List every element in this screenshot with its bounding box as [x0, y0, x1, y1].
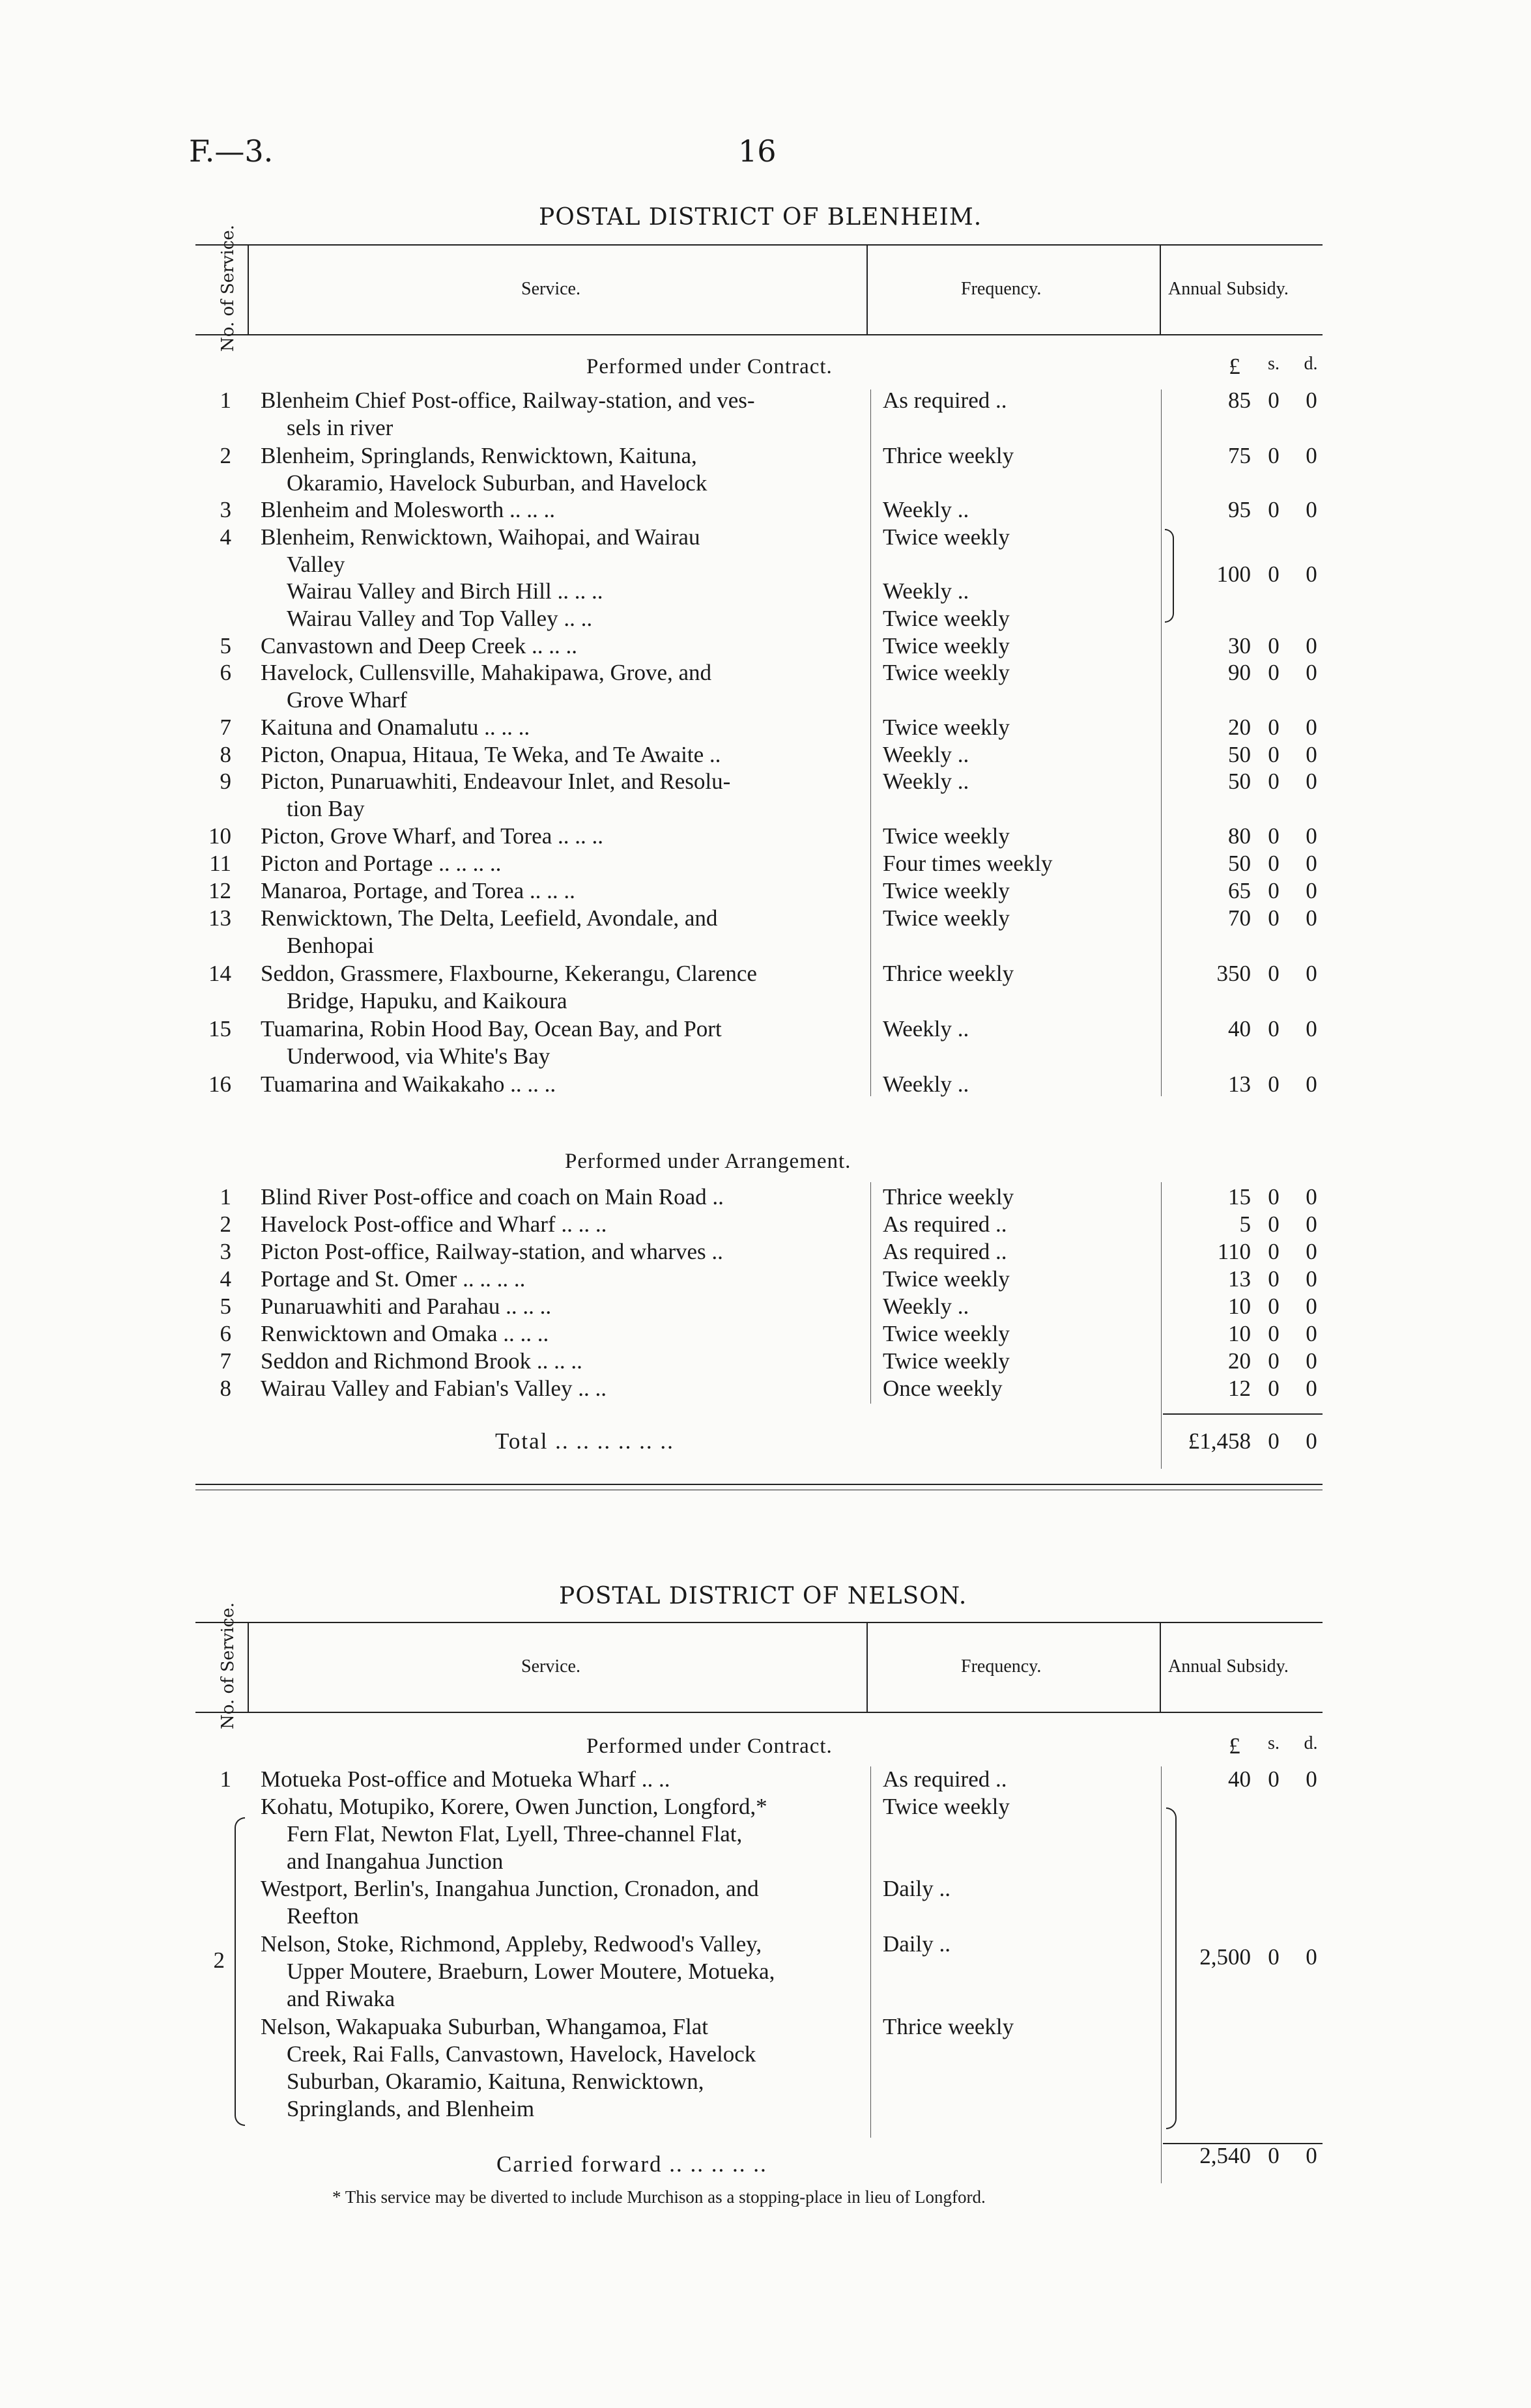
subsidy-shillings: 0	[1268, 1321, 1280, 1346]
frequency-value: As required ..	[883, 388, 1007, 413]
subheading-contract: Performed under Contract.	[586, 355, 833, 378]
unit-shillings: s.	[1268, 1733, 1280, 1753]
service-description: and Inangahua Junction	[287, 1848, 504, 1874]
subsidy-pounds: 90	[1228, 660, 1251, 685]
row-number: 2	[213, 1948, 225, 1973]
carried-pence: 0	[1306, 2143, 1317, 2168]
total-rule	[1163, 1413, 1323, 1415]
section-end-rule	[195, 1484, 1323, 1485]
table-top-rule	[195, 244, 1323, 246]
row-number: 8	[220, 742, 231, 767]
service-description: Picton Post-office, Railway-station, and wharves ..	[261, 1239, 723, 1264]
row-number: 6	[220, 660, 231, 685]
subheading-contract: Performed under Contract.	[586, 1735, 833, 1758]
column-divider	[248, 244, 249, 335]
subsidy-pounds: 15	[1228, 1184, 1251, 1210]
row-number: 5	[220, 633, 231, 659]
col-header-subsidy: Annual Subsidy.	[1168, 279, 1289, 299]
service-description: Suburban, Okaramio, Kaituna, Renwicktown,	[287, 2069, 704, 2094]
service-description: Blenheim, Springlands, Renwicktown, Kaituna,	[261, 443, 697, 468]
row-number: 11	[209, 851, 231, 876]
col-header-service: Service.	[521, 279, 580, 299]
table-header-rule	[195, 334, 1323, 335]
total-pounds: £1,458	[1188, 1428, 1251, 1454]
frequency-value: Twice weekly	[883, 633, 1010, 659]
unit-pence: d.	[1304, 354, 1318, 374]
row-number: 2	[220, 1211, 231, 1237]
frequency-value: Twice weekly	[883, 1266, 1010, 1292]
subsidy-pounds: 80	[1228, 823, 1251, 849]
service-description: Picton, Grove Wharf, and Torea .. .. ..	[261, 823, 603, 849]
service-description: Springlands, and Blenheim	[287, 2096, 535, 2121]
subsidy-pounds: 10	[1228, 1321, 1251, 1346]
row-number: 15	[208, 1016, 231, 1041]
footnote: * This service may be diverted to include Murchison as a stopping-place in lieu of Longford.	[332, 2187, 986, 2207]
subsidy-pence: 0	[1306, 1266, 1317, 1292]
subsidy-shillings: 0	[1268, 1211, 1280, 1237]
frequency-column-rule	[870, 390, 871, 1096]
frequency-value: Weekly ..	[883, 1071, 969, 1097]
row-number: 3	[220, 1239, 231, 1264]
row-number: 13	[208, 905, 231, 931]
row-number: 3	[220, 497, 231, 522]
subsidy-pence: 0	[1306, 1239, 1317, 1264]
row-number: 4	[220, 524, 231, 550]
frequency-value: Twice weekly	[883, 715, 1010, 740]
service-description: Renwicktown and Omaka .. .. ..	[261, 1321, 549, 1346]
frequency-value: As required ..	[883, 1766, 1007, 1792]
subsidy-shillings: 0	[1268, 561, 1280, 587]
subsidy-pounds: 110	[1217, 1239, 1251, 1264]
subsidy-pence: 0	[1306, 1321, 1317, 1346]
service-description: Tuamarina, Robin Hood Bay, Ocean Bay, and Port	[261, 1016, 722, 1041]
frequency-value: Weekly ..	[883, 1294, 969, 1319]
subsidy-pence: 0	[1306, 497, 1317, 522]
total-shillings: 0	[1268, 1428, 1280, 1454]
section-title-blenheim: POSTAL DISTRICT OF BLENHEIM.	[539, 204, 982, 231]
frequency-value: Twice weekly	[883, 823, 1010, 849]
subsidy-pence: 0	[1306, 1766, 1317, 1792]
row-number: 2	[220, 443, 231, 468]
subsidy-shillings: 0	[1268, 905, 1280, 931]
table-top-rule	[195, 1622, 1323, 1623]
subsidy-pence: 0	[1306, 1944, 1317, 1970]
row-number: 14	[208, 961, 231, 986]
service-description: Kohatu, Motupiko, Korere, Owen Junction, Longford,*	[261, 1794, 767, 1819]
frequency-value: Twice weekly	[883, 606, 1010, 631]
service-description: Blenheim Chief Post-office, Railway-station, and ves-	[261, 388, 755, 413]
total-label: Total .. .. .. .. .. ..	[495, 1428, 674, 1454]
service-description: Picton, Punaruawhiti, Endeavour Inlet, and Resolu-	[261, 769, 731, 794]
grouping-brace	[1166, 1807, 1177, 2129]
section-title-nelson: POSTAL DISTRICT OF NELSON.	[559, 1583, 967, 1609]
subsidy-pounds: 50	[1228, 851, 1251, 876]
frequency-value: Twice weekly	[883, 1348, 1010, 1374]
frequency-value: Weekly ..	[883, 742, 969, 767]
frequency-value: Daily ..	[883, 1931, 951, 1957]
service-description: Westport, Berlin's, Inangahua Junction, Cronadon, and	[261, 1876, 759, 1901]
row-number: 8	[220, 1376, 231, 1401]
subsidy-pounds: 12	[1228, 1376, 1251, 1401]
service-description: Picton, Onapua, Hitaua, Te Weka, and Te Awaite ..	[261, 742, 721, 767]
col-header-subsidy: Annual Subsidy.	[1168, 1656, 1289, 1677]
row-number: 1	[220, 1184, 231, 1210]
document-reference: F.—3.	[189, 134, 274, 169]
subsidy-pence: 0	[1306, 878, 1317, 903]
subsidy-pence: 0	[1306, 715, 1317, 740]
row-number: 12	[208, 878, 231, 903]
subsidy-pence: 0	[1306, 1348, 1317, 1374]
service-description: Punaruawhiti and Parahau .. .. ..	[261, 1294, 552, 1319]
grouping-brace	[235, 1817, 245, 2126]
service-description: Havelock Post-office and Wharf .. .. ..	[261, 1211, 607, 1237]
frequency-value: Twice weekly	[883, 1321, 1010, 1346]
subsidy-shillings: 0	[1268, 1944, 1280, 1970]
subsidy-column-rule	[1161, 390, 1162, 1096]
subsidy-column-rule	[1161, 1182, 1162, 1469]
frequency-value: Four times weekly	[883, 851, 1053, 876]
service-description: Reefton	[287, 1903, 359, 1929]
subsidy-pounds: 40	[1228, 1016, 1251, 1041]
subsidy-pence: 0	[1306, 1071, 1317, 1097]
subsidy-shillings: 0	[1268, 1071, 1280, 1097]
unit-pounds: £	[1229, 1733, 1240, 1759]
total-pence: 0	[1306, 1428, 1317, 1454]
service-description: Tuamarina and Waikakaho .. .. ..	[261, 1071, 556, 1097]
col-header-no: No. of Service.	[218, 225, 238, 352]
row-number: 5	[220, 1294, 231, 1319]
subsidy-pence: 0	[1306, 851, 1317, 876]
row-number: 9	[220, 769, 231, 794]
frequency-column-rule	[870, 1766, 871, 2138]
carried-forward-label: Carried forward .. .. .. .. ..	[496, 2151, 767, 2177]
frequency-value: As required ..	[883, 1211, 1007, 1237]
frequency-column-rule	[870, 1182, 871, 1404]
service-description: Okaramio, Havelock Suburban, and Havelock	[287, 470, 708, 496]
column-divider	[1160, 1622, 1161, 1713]
row-number: 7	[220, 1348, 231, 1374]
frequency-value: Twice weekly	[883, 1794, 1010, 1819]
subsidy-pounds: 20	[1228, 1348, 1251, 1374]
column-divider	[248, 1622, 249, 1713]
row-number: 10	[208, 823, 231, 849]
subsidy-pounds: 350	[1216, 961, 1251, 986]
col-header-frequency: Frequency.	[961, 1656, 1042, 1677]
frequency-value: Thrice weekly	[883, 2014, 1014, 2039]
frequency-value: Weekly ..	[883, 497, 969, 522]
subsidy-shillings: 0	[1268, 1766, 1280, 1792]
subsidy-shillings: 0	[1268, 497, 1280, 522]
row-number: 16	[208, 1071, 231, 1097]
service-description: Wairau Valley and Fabian's Valley .. ..	[261, 1376, 607, 1401]
subsidy-pounds: 85	[1228, 388, 1251, 413]
unit-shillings: s.	[1268, 354, 1280, 374]
service-description: Upper Moutere, Braeburn, Lower Moutere, Motueka,	[287, 1959, 775, 1984]
subsidy-pounds: 5	[1239, 1211, 1251, 1237]
subsidy-shillings: 0	[1268, 1294, 1280, 1319]
service-description: Picton and Portage .. .. .. ..	[261, 851, 502, 876]
carried-pounds: 2,540	[1199, 2143, 1251, 2168]
row-number: 6	[220, 1321, 231, 1346]
subsidy-pounds: 13	[1228, 1266, 1251, 1292]
service-description: and Riwaka	[287, 1986, 395, 2011]
frequency-value: Twice weekly	[883, 660, 1010, 685]
subsidy-pounds: 10	[1228, 1294, 1251, 1319]
frequency-value: Twice weekly	[883, 905, 1010, 931]
subsidy-pence: 0	[1306, 660, 1317, 685]
service-description: Seddon and Richmond Brook .. .. ..	[261, 1348, 582, 1374]
row-number: 7	[220, 715, 231, 740]
column-divider	[1160, 244, 1161, 335]
frequency-value: Thrice weekly	[883, 1184, 1014, 1210]
col-header-frequency: Frequency.	[961, 279, 1042, 299]
service-description: Seddon, Grassmere, Flaxbourne, Kekerangu, Clarence	[261, 961, 757, 986]
row-number: 1	[220, 1766, 231, 1792]
subsidy-shillings: 0	[1268, 961, 1280, 986]
subsidy-pence: 0	[1306, 561, 1317, 587]
subsidy-pounds: 95	[1228, 497, 1251, 522]
carried-shillings: 0	[1268, 2143, 1280, 2168]
subsidy-column-rule	[1161, 1766, 1162, 2183]
subsidy-shillings: 0	[1268, 1184, 1280, 1210]
service-description: Kaituna and Onamalutu .. .. ..	[261, 715, 530, 740]
frequency-value: Once weekly	[883, 1376, 1003, 1401]
subsidy-pence: 0	[1306, 961, 1317, 986]
subsidy-pence: 0	[1306, 1211, 1317, 1237]
service-description: Canvastown and Deep Creek .. .. ..	[261, 633, 577, 659]
subsidy-pounds: 30	[1228, 633, 1251, 659]
subsidy-pounds: 13	[1228, 1071, 1251, 1097]
subsidy-pence: 0	[1306, 633, 1317, 659]
subsidy-shillings: 0	[1268, 1266, 1280, 1292]
column-divider	[866, 244, 868, 335]
service-description: Creek, Rai Falls, Canvastown, Havelock, Havelock	[287, 2041, 756, 2067]
frequency-value: Weekly ..	[883, 769, 969, 794]
service-description: Blenheim, Renwicktown, Waihopai, and Wairau	[261, 524, 700, 550]
service-description: Grove Wharf	[287, 687, 407, 713]
table-header-rule	[195, 1712, 1323, 1713]
service-description: Wairau Valley and Top Valley .. ..	[287, 606, 593, 631]
frequency-value: Twice weekly	[883, 878, 1010, 903]
frequency-value: Twice weekly	[883, 524, 1010, 550]
subsidy-shillings: 0	[1268, 769, 1280, 794]
service-description: Manaroa, Portage, and Torea .. .. ..	[261, 878, 575, 903]
subsidy-pounds: 70	[1228, 905, 1251, 931]
column-divider	[866, 1622, 868, 1713]
frequency-value: Daily ..	[883, 1876, 951, 1901]
subsidy-pence: 0	[1306, 443, 1317, 468]
row-number: 1	[220, 388, 231, 413]
subsidy-pounds: 65	[1228, 878, 1251, 903]
frequency-value: As required ..	[883, 1239, 1007, 1264]
subsidy-pounds: 20	[1228, 715, 1251, 740]
service-description: Motueka Post-office and Motueka Wharf .. ..	[261, 1766, 670, 1792]
subsidy-pence: 0	[1306, 823, 1317, 849]
subsidy-shillings: 0	[1268, 742, 1280, 767]
unit-pence: d.	[1304, 1733, 1318, 1753]
subsidy-pence: 0	[1306, 769, 1317, 794]
service-description: Havelock, Cullensville, Mahakipawa, Grove, and	[261, 660, 712, 685]
subsidy-pounds: 50	[1228, 769, 1251, 794]
subsidy-shillings: 0	[1268, 633, 1280, 659]
subsidy-pounds: 100	[1216, 561, 1251, 587]
row-number: 4	[220, 1266, 231, 1292]
subsidy-pence: 0	[1306, 1294, 1317, 1319]
page-number: 16	[738, 134, 777, 169]
frequency-value: Weekly ..	[883, 578, 969, 604]
service-description: Underwood, via White's Bay	[287, 1043, 551, 1069]
subsidy-shillings: 0	[1268, 1239, 1280, 1264]
service-description: Nelson, Stoke, Richmond, Appleby, Redwood's Valley,	[261, 1931, 762, 1957]
service-description: tion Bay	[287, 796, 365, 821]
service-description: sels in river	[287, 415, 393, 440]
service-description: Blind River Post-office and coach on Main Road ..	[261, 1184, 724, 1210]
subsidy-shillings: 0	[1268, 388, 1280, 413]
service-description: Portage and St. Omer .. .. .. ..	[261, 1266, 526, 1292]
col-header-service: Service.	[521, 1656, 580, 1677]
subsidy-pence: 0	[1306, 1184, 1317, 1210]
subsidy-shillings: 0	[1268, 1016, 1280, 1041]
service-description: Fern Flat, Newton Flat, Lyell, Three-channel Flat,	[287, 1821, 743, 1847]
subsidy-shillings: 0	[1268, 443, 1280, 468]
frequency-value: Weekly ..	[883, 1016, 969, 1041]
service-description: Nelson, Wakapuaka Suburban, Whangamoa, Flat	[261, 2014, 708, 2039]
subsidy-shillings: 0	[1268, 851, 1280, 876]
service-description: Valley	[287, 552, 345, 577]
service-description: Bridge, Hapuku, and Kaikoura	[287, 988, 567, 1013]
subsidy-shillings: 0	[1268, 660, 1280, 685]
subsidy-pounds: 50	[1228, 742, 1251, 767]
subsidy-pounds: 75	[1228, 443, 1251, 468]
service-description: Benhopai	[287, 933, 375, 958]
col-header-no: No. of Service.	[218, 1602, 238, 1729]
subsidy-shillings: 0	[1268, 878, 1280, 903]
service-description: Wairau Valley and Birch Hill .. .. ..	[287, 578, 603, 604]
grouping-brace	[1165, 529, 1174, 623]
frequency-value: Thrice weekly	[883, 961, 1014, 986]
subsidy-pence: 0	[1306, 1016, 1317, 1041]
frequency-value: Thrice weekly	[883, 443, 1014, 468]
unit-pounds: £	[1229, 354, 1240, 379]
subsidy-pounds: 2,500	[1199, 1944, 1251, 1970]
subsidy-pence: 0	[1306, 1376, 1317, 1401]
subsidy-shillings: 0	[1268, 1376, 1280, 1401]
subsidy-shillings: 0	[1268, 1348, 1280, 1374]
subsidy-shillings: 0	[1268, 715, 1280, 740]
service-description: Renwicktown, The Delta, Leefield, Avondale, and	[261, 905, 718, 931]
subsidy-shillings: 0	[1268, 823, 1280, 849]
subsidy-pence: 0	[1306, 742, 1317, 767]
subsidy-pence: 0	[1306, 905, 1317, 931]
subsidy-pence: 0	[1306, 388, 1317, 413]
subheading-arrangement: Performed under Arrangement.	[565, 1150, 851, 1173]
subsidy-pounds: 40	[1228, 1766, 1251, 1792]
service-description: Blenheim and Molesworth .. .. ..	[261, 497, 556, 522]
